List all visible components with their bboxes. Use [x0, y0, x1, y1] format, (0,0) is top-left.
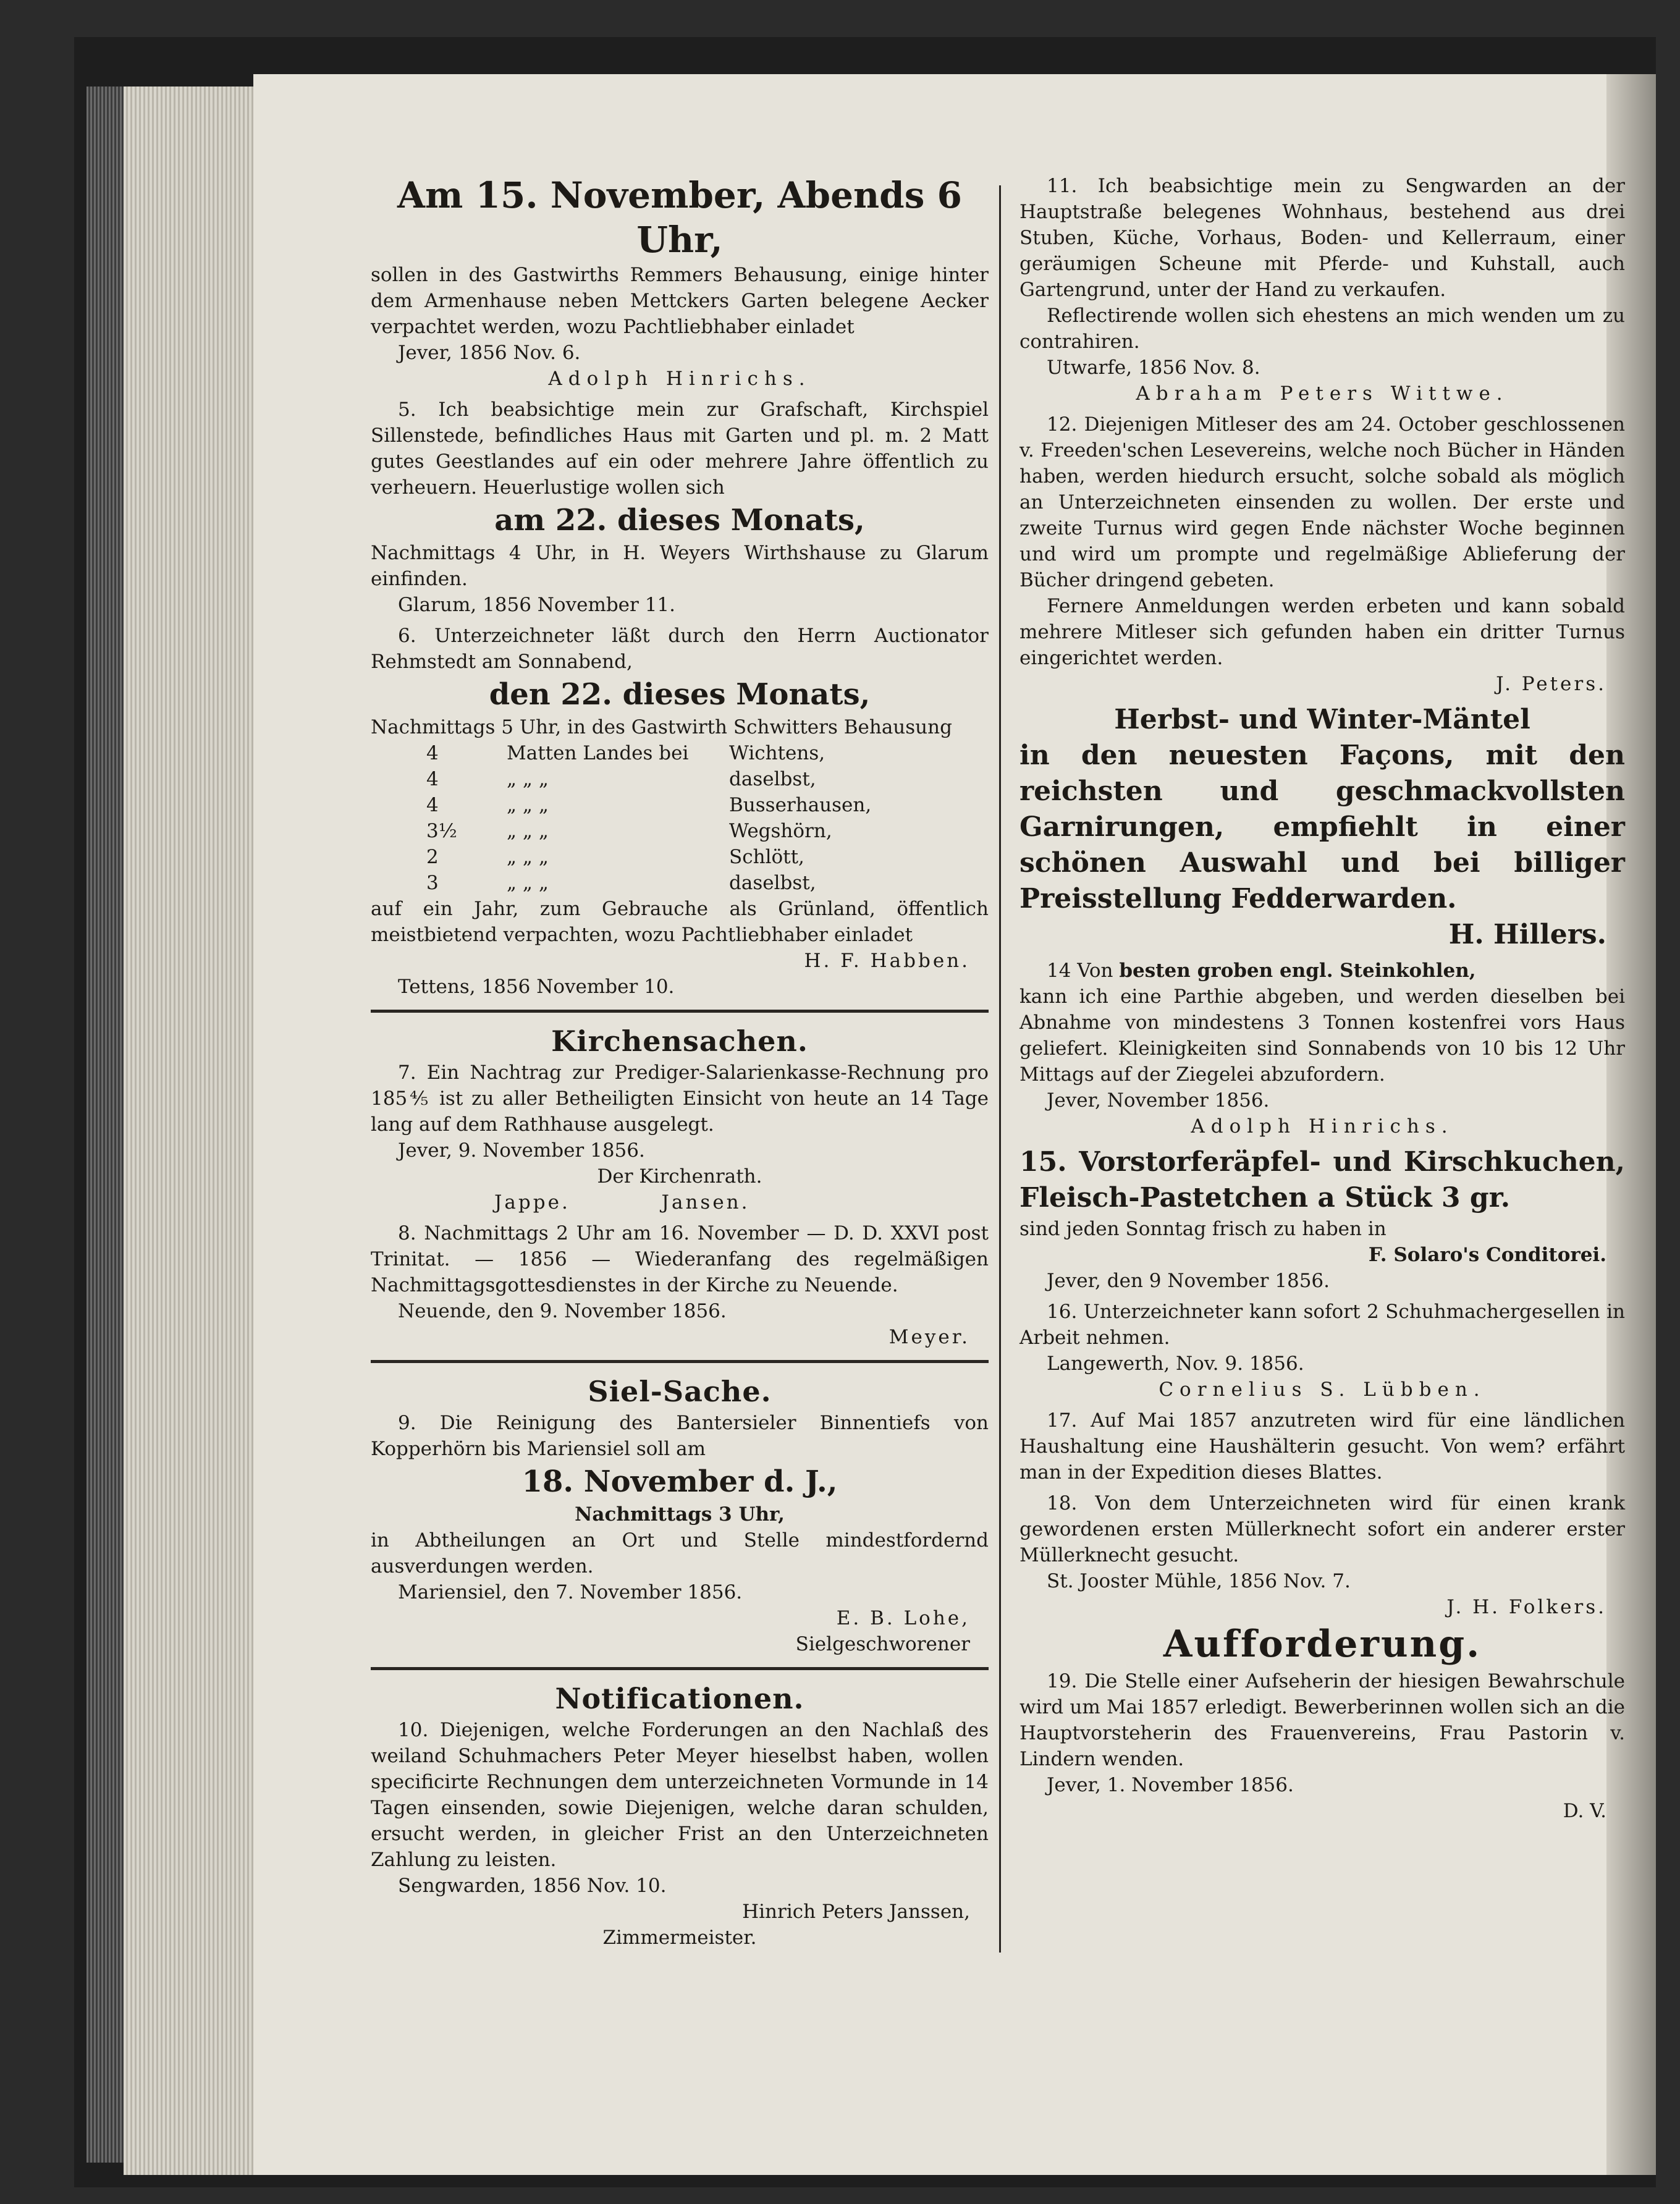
ad-14-number: 14 Von	[1047, 960, 1113, 982]
ad-17	[1019, 1408, 1625, 1485]
ad-1	[371, 173, 989, 392]
ad-15	[1019, 1144, 1625, 1294]
book-cover-edge	[87, 87, 124, 2163]
ad-12-text2: Fernere Anmeldungen werden erbeten und kann sobald mehrere Mitleser sich gefunden haben ein dritter Turnus eingerichtet werden.	[1019, 595, 1625, 669]
list-item	[371, 740, 989, 766]
ad-14-lead	[1019, 958, 1625, 984]
list-item	[371, 766, 989, 792]
land-place: daselbst,	[729, 872, 816, 894]
list-item	[371, 870, 989, 896]
ad-1-place-date: Jever, 1856 Nov. 6.	[398, 342, 581, 364]
right-column	[1019, 173, 1625, 1824]
ad-1-signature: Adolph Hinrichs.	[548, 368, 811, 390]
ad-9-signature-role: Sielgeschworener	[795, 1633, 970, 1655]
land-desc: „ „ „	[507, 794, 549, 816]
land-desc: Matten Landes bei	[507, 742, 689, 764]
ad-9-time: Nachmittags 3 Uhr,	[575, 1503, 785, 1526]
ad-9-text2: in Abtheilungen an Ort und Stelle mindestfordernd ausverdungen werden.	[371, 1529, 989, 1577]
ad-11-place-date: Utwarfe, 1856 Nov. 8.	[1047, 357, 1260, 379]
ad-6-text2: Nachmittags 5 Uhr, in des Gastwirth Schwitters Behausung	[371, 716, 952, 738]
ad-12-text: 12. Diejenigen Mitleser des am 24. October geschlossenen v. Freeden'schen Lesevereins, welche noch Bücher in Händen haben, werden hiedurch ersucht, solche sobald als möglich an Unterzeichneten einsenden zu wollen. Der erste und zweite Turnus wird gegen Ende nächster Woche beginnen und wird um prompte und regelmäßige Ablieferung der Bücher dringend gebeten.	[1019, 413, 1625, 591]
ad-15-title: 15. Vorstorferäpfel- und Kirschkuchen, Fleisch-Pastetchen a Stück 3 gr.	[1019, 1146, 1625, 1214]
ad-14-product: besten groben engl. Steinkohlen,	[1119, 960, 1476, 982]
ad-13-text: in den neuesten Façons, mit den reichsten und geschmackvollsten Garnirungen, empfiehlt in einer schönen Auswahl und bei billiger Preisstellung Fedderwarden.	[1019, 740, 1625, 914]
ad-15-shop: F. Solaro's Conditorei.	[1368, 1244, 1606, 1266]
ad-7-signatures	[371, 1189, 989, 1215]
ad-6-text: 6. Unterzeichneter läßt durch den Herrn Auctionator Rehmstedt am Sonnabend,	[371, 625, 989, 673]
land-desc: „ „ „	[507, 768, 549, 790]
section-divider	[371, 1010, 989, 1013]
ad-10-signature: Hinrich Peters Janssen,	[742, 1901, 970, 1923]
ad-5	[371, 397, 989, 618]
section-divider	[371, 1360, 989, 1363]
land-qty: 3½	[426, 820, 457, 842]
land-qty: 4	[426, 742, 439, 764]
land-place: Wegshörn,	[729, 820, 832, 842]
page-stack-edge	[124, 87, 253, 2175]
ad-10-place-date: Sengwarden, 1856 Nov. 10.	[398, 1875, 667, 1897]
ad-7-body: Der Kirchenrath.	[597, 1165, 762, 1188]
ad-6-place-date: Tettens, 1856 November 10.	[398, 976, 675, 998]
ad-16-signature: Cornelius S. Lübben.	[1159, 1379, 1486, 1401]
ad-12-signature: J. Peters.	[1496, 673, 1606, 695]
ad-7-place-date: Jever, 9. November 1856.	[398, 1139, 645, 1162]
section-siel-sache	[371, 1373, 989, 1657]
ad-19-place-date: Jever, 1. November 1856.	[1047, 1774, 1294, 1796]
ad-5-place-date: Glarum, 1856 November 11.	[398, 594, 676, 616]
ad-8-text: 8. Nachmittags 2 Uhr am 16. November — D. D. XXVI post Trinitat. — 1856 — Wiederanfang des regelmäßigen Nachmittagsgottesdienstes in der Kirche zu Neuende.	[371, 1222, 989, 1296]
section-divider	[371, 1667, 989, 1670]
list-item	[371, 818, 989, 844]
ad-6	[371, 623, 989, 1000]
ad-6-text3: auf ein Jahr, zum Gebrauche als Grünland, öffentlich meistbietend verpachten, wozu Pachtliebhaber einladet	[371, 898, 989, 946]
section-kirchensachen	[371, 1023, 989, 1350]
ad-15-place-date: Jever, den 9 November 1856.	[1047, 1270, 1330, 1292]
ad-15-text: sind jeden Sonntag frisch zu haben in	[1019, 1218, 1387, 1240]
land-desc: „ „ „	[507, 820, 549, 842]
ad-6-date: den 22. dieses Monats,	[489, 677, 871, 712]
ad-9-place-date: Mariensiel, den 7. November 1856.	[398, 1581, 743, 1603]
ad-19-signature: D. V.	[1563, 1800, 1606, 1822]
land-place: Wichtens,	[729, 742, 825, 764]
list-item	[371, 792, 989, 818]
section-notificationen	[371, 1680, 989, 1951]
land-place: Schlött,	[729, 846, 804, 868]
ad-13-signature: H. Hillers.	[1448, 919, 1606, 950]
ad-9-text: 9. Die Reinigung des Bantersieler Binnentiefs von Kopperhörn bis Mariensiel soll am	[371, 1412, 989, 1460]
ad-18-signature: J. H. Folkers.	[1446, 1596, 1606, 1618]
section-heading: Notificationen.	[555, 1682, 804, 1715]
ad-5-date: am 22. dieses Monats,	[494, 503, 865, 538]
ad-16	[1019, 1299, 1625, 1403]
ad-11-signature: Abraham Peters Wittwe.	[1136, 382, 1509, 405]
ad-8-place-date: Neuende, den 9. November 1856.	[398, 1300, 727, 1322]
ad-12	[1019, 412, 1625, 697]
ad-14-signature: Adolph Hinrichs.	[1191, 1115, 1454, 1138]
column-divider	[999, 185, 1001, 1953]
ad-13-title: Herbst- und Winter-Mäntel	[1114, 704, 1530, 735]
ad-5-text2: Nachmittags 4 Uhr, in H. Weyers Wirthshause zu Glarum einfinden.	[371, 542, 989, 590]
section-heading: Siel-Sache.	[588, 1375, 772, 1408]
ad-11	[1019, 173, 1625, 407]
land-desc: „ „ „	[507, 846, 549, 868]
land-qty: 4	[426, 768, 439, 790]
ad-1-text: sollen in des Gastwirths Remmers Behausung, einige hinter dem Armenhause neben Mettckers Garten belegene Aecker verpachtet werden, wozu Pachtliebhaber einladet	[371, 264, 989, 338]
ad-11-text: 11. Ich beabsichtige mein zu Sengwarden an der Hauptstraße belegenes Wohnhaus, bestehend aus drei Stuben, Küche, Vorhaus, Boden- und Kellerraum, einer geräumigen Scheune mit Pferde- und Kuhstall, auch Gartengrund, unter der Hand zu verkaufen.	[1019, 175, 1625, 301]
ad-18	[1019, 1490, 1625, 1620]
ad-9-date: 18. November d. J.,	[521, 1464, 838, 1499]
ad-19-heading: Aufforderung.	[1163, 1623, 1482, 1666]
ad-1-title: Am 15. November, Abends 6 Uhr,	[397, 174, 962, 261]
ad-7-text: 7. Ein Nachtrag zur Prediger-Salarienkasse-Rechnung pro 185⅘ ist zu aller Betheiligten Einsicht von heute an 14 Tage lang auf dem Rathhause ausgelegt.	[371, 1062, 989, 1136]
left-column	[371, 173, 989, 1951]
ad-7-sign-2: Jansen.	[661, 1191, 750, 1214]
land-qty: 3	[426, 872, 439, 894]
ad-6-signature: H. F. Habben.	[804, 950, 970, 972]
ad-16-text: 16. Unterzeichneter kann sofort 2 Schuhmachergesellen in Arbeit nehmen.	[1019, 1301, 1625, 1349]
ad-18-text: 18. Von dem Unterzeichneten wird für einen krank gewordenen ersten Müllerknecht sofort ein anderer erster Müllerknecht gesucht.	[1019, 1492, 1625, 1566]
ad-14-place-date: Jever, November 1856.	[1047, 1089, 1270, 1112]
ad-13	[1019, 702, 1625, 953]
ad-10-text: 10. Diejenigen, welche Forderungen an den Nachlaß des weiland Schuhmachers Peter Meyer hieselbst haben, wollen specificirte Rechnungen dem unterzeichneten Vormunde in 14 Tagen einsenden, sowie Diejenigen, welche daran schulden, ersucht werden, in gleicher Frist an den Unterzeichneten Zahlung zu leisten.	[371, 1719, 989, 1871]
ad-17-text: 17. Auf Mai 1857 anzutreten wird für eine ländlichen Haushaltung eine Haushälterin gesucht. Von wem? erfährt man in der Expedition dieses Blattes.	[1019, 1409, 1625, 1484]
ad-7-sign-1: Jappe.	[494, 1191, 570, 1214]
ad-14	[1019, 958, 1625, 1139]
ad-10-signature-role: Zimmermeister.	[602, 1927, 757, 1949]
ad-19	[1019, 1620, 1625, 1824]
land-place: daselbst,	[729, 768, 816, 790]
ad-14-text: kann ich eine Parthie abgeben, und werden dieselben bei Abnahme von mindestens 3 Tonnen kostenfrei vors Haus geliefert. Kleinigkeiten sind Sonnabends von 10 bis 12 Uhr Mittags auf der Ziegelei abzufordern.	[1019, 986, 1625, 1086]
ad-9-signature: E. B. Lohe,	[836, 1607, 970, 1629]
land-desc: „ „ „	[507, 872, 549, 894]
land-qty: 2	[426, 846, 439, 868]
ad-5-text: 5. Ich beabsichtige mein zur Grafschaft, Kirchspiel Sillenstede, befindliches Haus mit Garten und pl. m. 2 Matt gutes Geestlandes auf ein oder mehrere Jahre öffentlich zu verheuern. Heuerlustige wollen sich	[371, 399, 989, 499]
land-qty: 4	[426, 794, 439, 816]
land-place: Busserhausen,	[729, 794, 872, 816]
ad-19-text: 19. Die Stelle einer Aufseherin der hiesigen Bewahrschule wird um Mai 1857 erledigt. Bewerberinnen wollen sich an die Hauptvorsteherin des Frauenvereins, Frau Pastorin v. Lindern wenden.	[1019, 1670, 1625, 1770]
ad-6-land-list	[371, 740, 989, 896]
ad-11-text2: Reflectirende wollen sich ehestens an mich wenden um zu contrahiren.	[1019, 305, 1625, 353]
ad-18-place-date: St. Jooster Mühle, 1856 Nov. 7.	[1047, 1570, 1351, 1592]
list-item	[371, 844, 989, 870]
ad-16-place-date: Langewerth, Nov. 9. 1856.	[1047, 1353, 1304, 1375]
section-heading: Kirchensachen.	[551, 1024, 808, 1058]
ad-8-signature: Meyer.	[889, 1326, 970, 1348]
